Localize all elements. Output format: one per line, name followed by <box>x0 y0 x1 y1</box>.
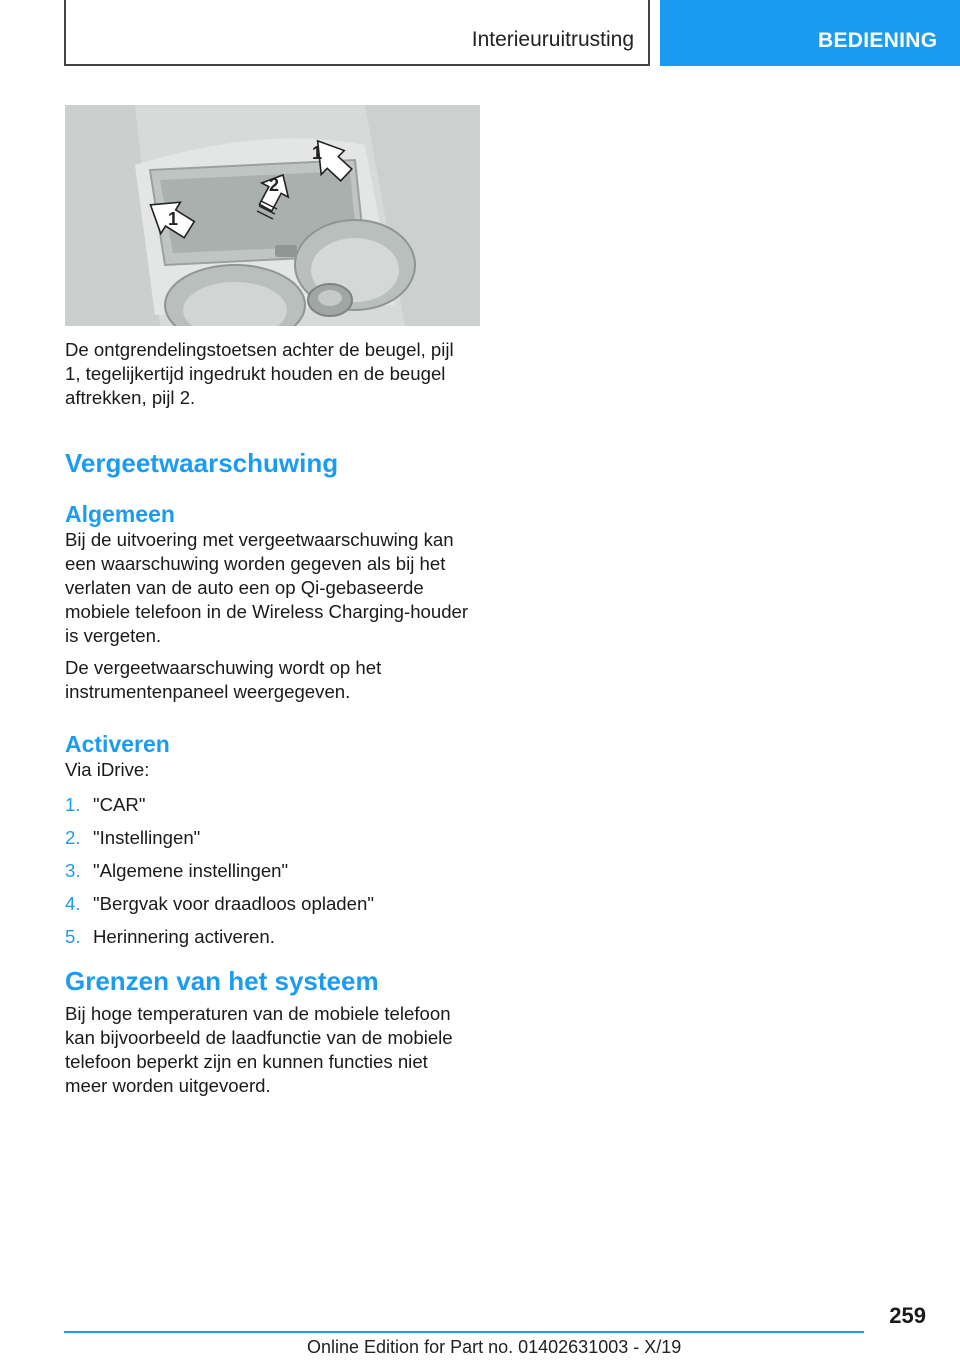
step-item <box>65 859 485 892</box>
arrow-label-right: 1 <box>312 143 323 163</box>
step-text: Herinnering activeren. <box>93 926 275 947</box>
step-item <box>65 826 485 859</box>
step-text: "CAR" <box>93 794 146 815</box>
step-text: "Algemene instellingen" <box>93 860 289 881</box>
step-number: 3. <box>65 860 81 881</box>
general-paragraph-1: Bij de uitvoering met vergeetwaarschuwing kan een waarschuwing worden gegeven als bij het verlaten van de auto een op Qi-gebaseerde mobiele telefoon in de Wireless Charging-houder is vergeten. <box>65 529 469 646</box>
arrow-label-left: 1 <box>168 209 179 229</box>
heading-grenzen: Grenzen van het systeem <box>65 966 379 996</box>
main-content <box>65 338 485 1098</box>
illustration-wireless-charging-tray <box>65 105 480 326</box>
console-illustration <box>65 105 480 326</box>
step-text: "Bergvak voor draadloos opladen" <box>93 893 374 914</box>
activation-steps <box>65 793 485 958</box>
heading-vergeetwaarschuwing: Vergeetwaarschuwing <box>65 448 339 478</box>
intro-paragraph: De ontgrendelingstoetsen achter de beugel, pijl 1, tegelijkertijd ingedrukt houden en de beugel aftrekken, pijl 2. <box>65 339 454 408</box>
header-section-box <box>64 0 650 66</box>
chapter-tab <box>660 0 960 66</box>
section-title: Interieuruitrusting <box>471 28 634 51</box>
step-number: 5. <box>65 926 81 947</box>
footer-edition: Online Edition for Part no. 01402631003 - X/19 <box>307 1337 682 1357</box>
heading-activeren: Activeren <box>65 731 170 757</box>
general-paragraph-2: De vergeetwaarschuwing wordt op het instrumentenpaneel weergegeven. <box>65 657 382 702</box>
limits-paragraph: Bij hoge temperaturen van de mobiele telefoon kan bijvoorbeeld de laadfunctie van de mobiele telefoon beperkt zijn en kunnen functies niet meer worden uitgevoerd. <box>65 1003 453 1096</box>
step-number: 1. <box>65 794 81 815</box>
step-text: "Instellingen" <box>93 827 201 848</box>
heading-algemeen: Algemeen <box>65 501 175 527</box>
chapter-title: BEDIENING <box>818 29 938 52</box>
step-item <box>65 892 485 925</box>
page-number: 259 <box>889 1303 926 1328</box>
step-item <box>65 793 485 826</box>
activate-intro: Via iDrive: <box>65 759 150 780</box>
step-number: 2. <box>65 827 81 848</box>
step-item <box>65 925 485 958</box>
arrow-label-middle: 2 <box>269 175 280 195</box>
step-number: 4. <box>65 893 81 914</box>
footer-divider <box>64 1331 864 1333</box>
